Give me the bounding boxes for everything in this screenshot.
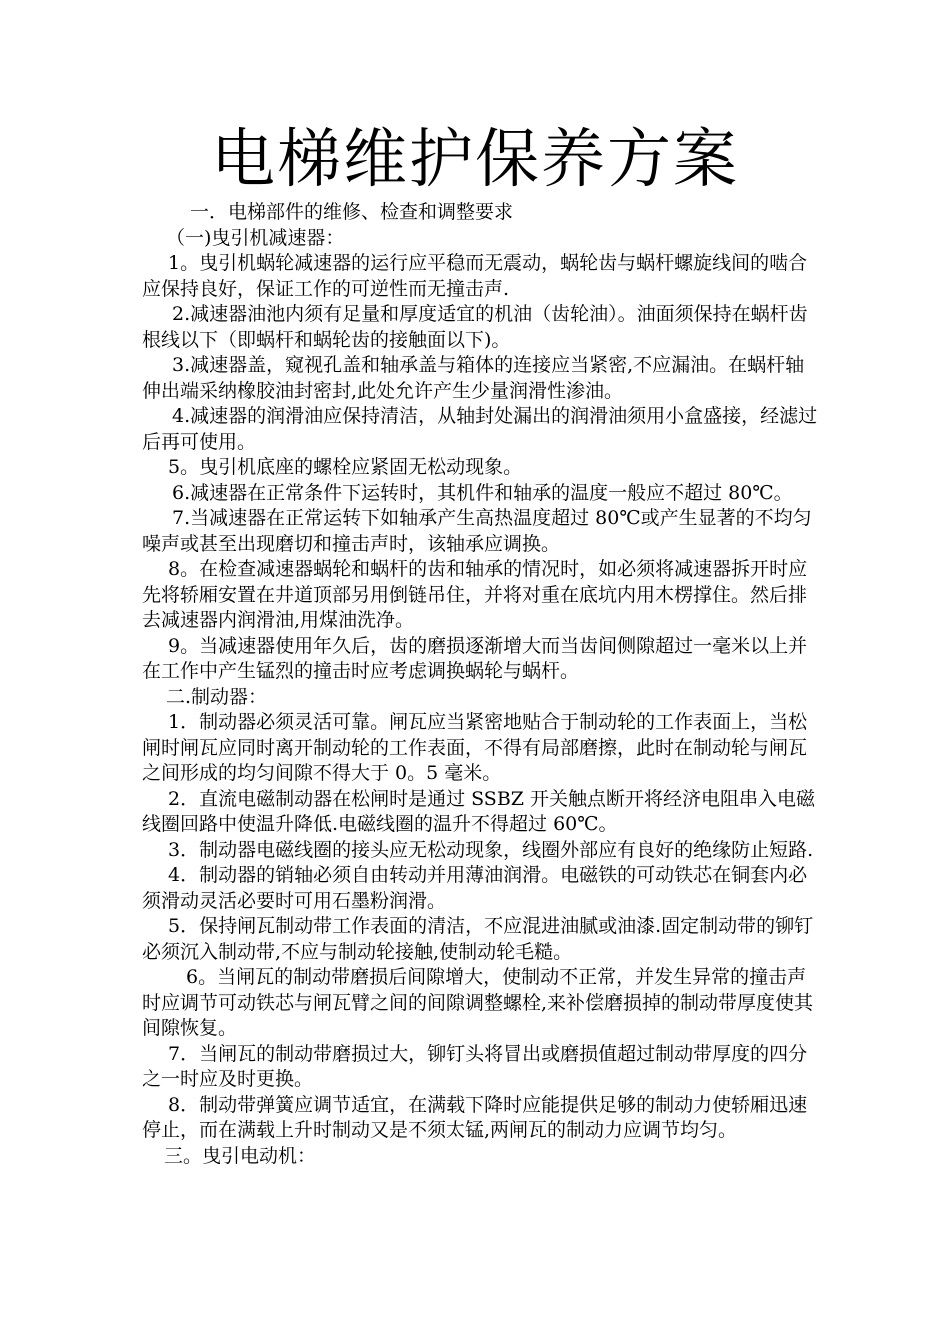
reducer-item-6: 6.减速器在正常条件下运转时，其机件和轴承的温度一般应不超过 80℃。 <box>172 481 793 504</box>
brake-item-1: 1．制动器必须灵活可靠。闸瓦应当紧密地贴合于制动轮的工作表面上，当松闸时闸瓦应同时离开制动轮的工作表面，不得有局部磨擦，此时在制动轮与闸瓦之间形成的均匀间隙不得大于 0。5 毫米。 <box>142 711 808 784</box>
brake-item-2: 2．直流电磁制动器在松闸时是通过 SSBZ 开关触点断开将经济电阻串入电磁线圈回路中使温升降低.电磁线圈的温升不得超过 60℃。 <box>142 787 816 835</box>
document-title: 电梯维护保养方案 <box>211 123 739 197</box>
subsection-heading-traction-reducer: （一)曳引机减速器： <box>166 226 345 249</box>
reducer-item-1: 1。曳引机蜗轮减速器的运行应平稳而无震动，蜗轮齿与蜗杆螺旋线间的啮合应保持良好，保证工作的可逆性而无撞击声. <box>142 252 808 300</box>
reducer-item-5: 5。曳引机底座的螺栓应紧固无松动现象。 <box>168 456 523 478</box>
brake-item-3: 3．制动器电磁线圈的接头应无松动现象，线圈外部应有良好的绝缘防止短路. <box>168 838 814 861</box>
brake-item-6: 6。当闸瓦的制动带磨损后间隙增大，使制动不正常，并发生异常的撞击声时应调节可动铁芯与闸瓦臂之间的间隙调整螺栓,来补偿磨损掉的制动带厚度使其间隙恢复。 <box>142 966 814 1039</box>
brake-item-5: 5．保持闸瓦制动带工作表面的清洁，不应混进油腻或油漆.固定制动带的铆钉必须沉入制动带,不应与制动轮接触,使制动轮毛糙。 <box>142 915 814 963</box>
section-heading-2: 二.制动器： <box>166 685 268 708</box>
reducer-item-2: 2.减速器油池内须有足量和厚度适宜的机油（齿轮油）。油面须保持在蜗杆齿根线以下（即蜗杆和蜗轮齿的接触面以下)。 <box>142 303 808 351</box>
brake-item-7: 7．当闸瓦的制动带磨损过大，铆钉头将冒出或磨损值超过制动带厚度的四分之一时应及时更换。 <box>142 1042 808 1090</box>
section-heading-1: 一．电梯部件的维修、检查和调整要求 <box>190 201 514 223</box>
section-heading-3: 三。曳引电动机： <box>164 1144 317 1167</box>
reducer-item-8: 8。在检查减速器蜗轮和蜗杆的齿和轴承的情况时，如必须将减速器拆开时应先将轿厢安置在井道顶部另用倒链吊住，并将对重在底坑内用木楞撑住。然后排去减速器内润滑油,用煤油洗净。 <box>142 558 808 631</box>
brake-item-4: 4．制动器的销轴必须自由转动并用薄油润滑。电磁铁的可动铁芯在铜套内必须滑动灵活必要时可用石墨粉润滑。 <box>142 864 808 912</box>
brake-item-8: 8．制动带弹簧应调节适宜，在满载下降时应能提供足够的制动力使轿厢迅速停止，而在满载上升时制动又是不须太锰,两闸瓦的制动力应调节均匀。 <box>142 1093 808 1141</box>
document-body <box>142 200 822 1169</box>
reducer-item-7: 7.当减速器在正常运转下如轴承产生高热温度超过 80℃或产生显著的不均匀噪声或甚至出现磨切和撞击声时，该轴承应调换。 <box>142 507 812 555</box>
reducer-item-9: 9。当减速器使用年久后，齿的磨损逐渐增大而当齿间侧隙超过一毫米以上并在工作中产生锰烈的撞击时应考虑调换蜗轮与蜗杆。 <box>142 634 808 682</box>
reducer-item-4: 4.减速器的润滑油应保持清洁，从轴封处漏出的润滑油须用小盒盛接，经滤过后再可使用。 <box>142 405 818 453</box>
reducer-item-3: 3.减速器盖，窥视孔盖和轴承盖与箱体的连接应当紧密,不应漏油。在蜗杆轴伸出端采纳橡胶油封密封,此处允许产生少量润滑性渗油。 <box>142 354 805 402</box>
